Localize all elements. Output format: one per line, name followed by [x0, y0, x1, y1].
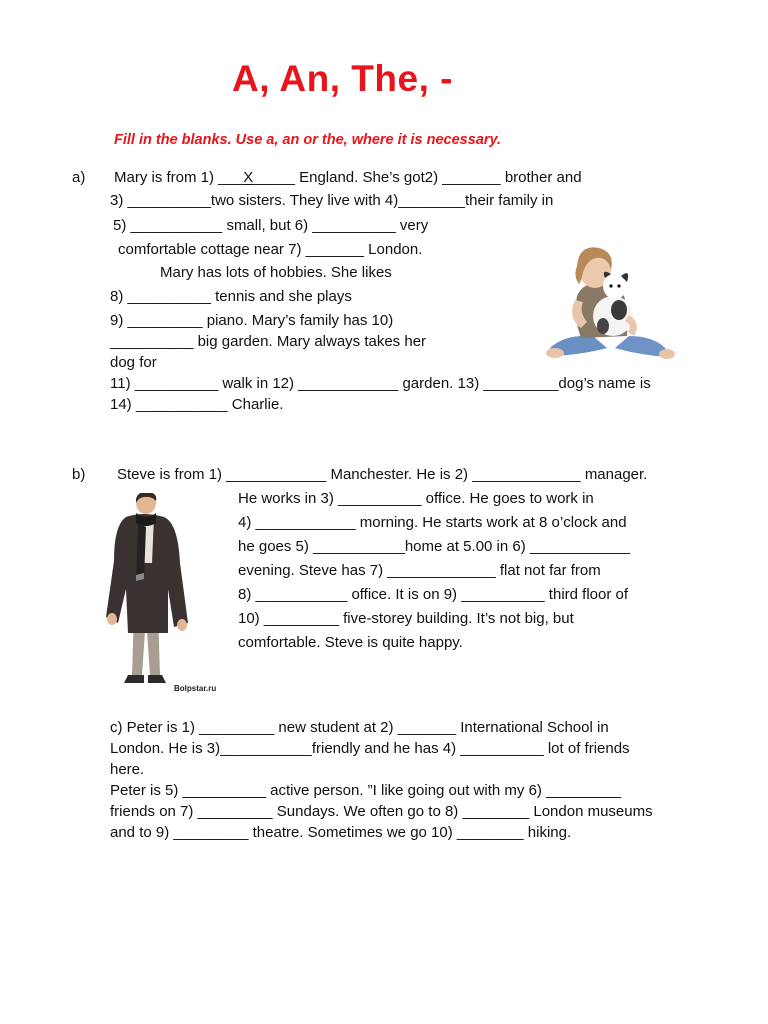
image-watermark: Bolpstar.ru [174, 684, 217, 693]
section-a-line-11: 14) ___________ Charlie. [110, 396, 284, 413]
section-a-line-8: __________ big garden. Mary always takes her [110, 333, 427, 350]
section-a-line-1-end: _____ England. She’s got2) _______ brother and [253, 169, 582, 186]
section-c-line-1: c) Peter is 1) _________ new student at 2) _______ International School in [110, 719, 609, 736]
section-a-line-10: 11) __________ walk in 12) ____________ garden. 13) _________dog’s name is [110, 375, 651, 392]
section-b-line-2: He works in 3) __________ office. He goes to work in [238, 490, 594, 507]
section-a-line-1-start: Mary is from 1) ___ [114, 169, 244, 186]
section-c-line-4: Peter is 5) __________ active person. ”I like going out with my 6) _________ [110, 782, 622, 799]
girl-with-dog-photo [545, 236, 675, 366]
section-a-line-3: 5) ___________ small, but 6) __________ very [113, 217, 429, 234]
section-b-line-4: he goes 5) ___________home at 5.00 in 6) ____________ [238, 538, 630, 555]
example-answer: X [243, 169, 254, 186]
section-a-line-5: Mary has lots of hobbies. She likes [160, 264, 392, 281]
section-b-label: b) [72, 466, 86, 483]
section-c-line-5: friends on 7) _________ Sundays. We often go to 8) ________ London museums [110, 803, 653, 820]
section-a-line-6: 8) __________ tennis and she plays [110, 288, 352, 305]
section-c-line-2: London. He is 3)___________friendly and he has 4) __________ lot of friends [110, 740, 630, 757]
section-a-line-2: 3) __________two sisters. They live with 4)________their family in [110, 192, 554, 209]
section-a-line-4: comfortable cottage near 7) _______ London. [118, 241, 423, 258]
man-in-coat-photo [98, 493, 198, 691]
section-c-line-6: and to 9) _________ theatre. Sometimes we go 10) ________ hiking. [110, 824, 572, 841]
section-b-line-7: 10) _________ five-storey building. It’s not big, but [238, 610, 574, 627]
section-a-line-1 [114, 169, 582, 187]
section-a-label: a) [72, 169, 86, 186]
section-a-line-9: dog for [110, 354, 157, 371]
worksheet-title: A, An, The, - [232, 58, 453, 99]
section-a-line-7: 9) _________ piano. Mary’s family has 10) [110, 312, 394, 329]
section-b-line-6: 8) ___________ office. It is on 9) __________ third floor of [238, 586, 629, 603]
section-b-line-1: Steve is from 1) ____________ Manchester. He is 2) _____________ manager. [117, 466, 648, 483]
section-c-line-3: here. [110, 761, 145, 778]
section-b-line-5: evening. Steve has 7) _____________ flat not far from [238, 562, 601, 579]
instruction-text: Fill in the blanks. Use a, an or the, where it is necessary. [114, 132, 502, 148]
section-b-line-3: 4) ____________ morning. He starts work at 8 o’clock and [238, 514, 627, 531]
section-b-line-8: comfortable. Steve is quite happy. [238, 634, 463, 651]
